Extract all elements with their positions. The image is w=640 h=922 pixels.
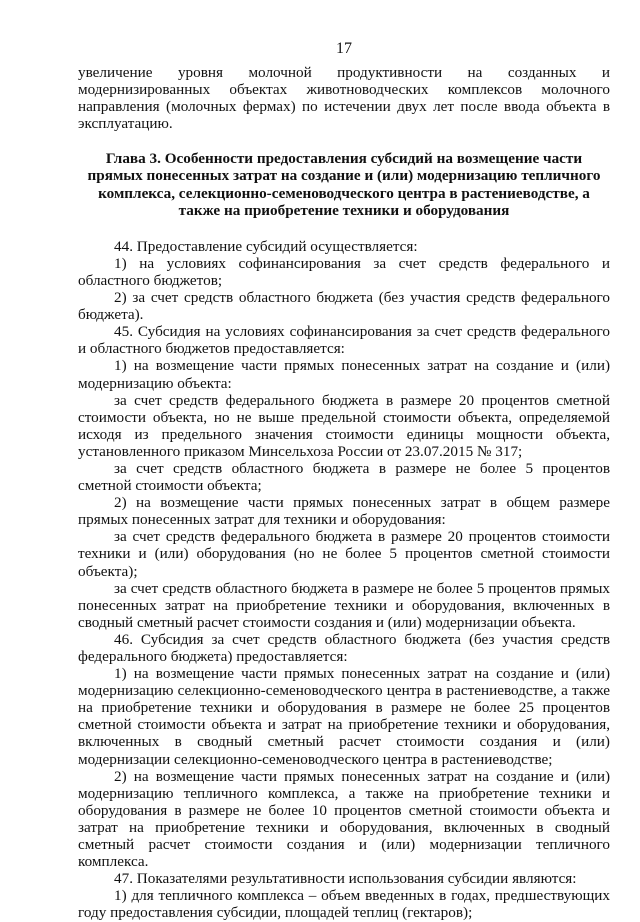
paragraph-45: 45. Субсидия на условиях софинансирования за счет средств федерального и областного бюджетов предоставляется: — [78, 323, 610, 358]
paragraph-45-item-1-federal: за счет средств федерального бюджета в размере 20 процентов сметной стоимости объекта, но не выше предельной стоимости объекта, определяемой исходя из предельного значения стоимости единицы мощности объекта, установленного приказом Минсельхоза России от 23.07.2015 № 317; — [78, 391, 610, 460]
paragraph-47: 47. Показателями результативности использования субсидии являются: — [114, 870, 577, 888]
document-page — [78, 40, 610, 922]
paragraph-45-item-2-federal: за счет средств федерального бюджета в размере 20 процентов стоимости техники и (или) оборудования (но не более 5 процентов сметной стоимости объекта); — [78, 528, 610, 580]
page-number: 17 — [336, 40, 352, 57]
paragraph-45-item-2-regional: за счет средств областного бюджета в размере не более 5 процентов прямых понесенных затрат на приобретение техники и оборудования, включенных в сводный сметный расчет стоимости создания и (или) модернизации объекта. — [78, 579, 610, 631]
chapter-heading: Глава 3. Особенности предоставления субсидий на возмещение части прямых понесенных затрат на создание и (или) модернизацию тепличного комплекса, селекционно-семеноводческого центра в растениеводстве, а также на приобретение техники и оборудования — [87, 150, 601, 219]
paragraph-44: 44. Предоставление субсидий осуществляется: — [114, 237, 418, 255]
paragraph-45-item-1-regional: за счет средств областного бюджета в размере не более 5 процентов сметной стоимости объекта; — [78, 459, 610, 495]
paragraph-46: 46. Субсидия за счет средств областного бюджета (без участия средств федерального бюджета) предоставляется: — [78, 630, 610, 665]
intro-paragraph: увеличение уровня молочной продуктивности на созданных и модернизированных объектах животноводческих комплексов молочного направления (молочных фермах) по истечении двух лет после ввода объекта в эксплуатацию. — [78, 64, 610, 133]
paragraph-44-item-1: 1) на условиях софинансирования за счет средств федерального и областного бюджетов; — [78, 254, 610, 289]
paragraph-46-item-2: 2) на возмещение части прямых понесенных затрат на создание и (или) модернизацию тепличного комплекса, а также на приобретение техники и оборудования в размере не более 10 процентов сметной стоимости объекта и затрат на приобретение техники и оборудования, включенных в сводный сметный расчет стоимости создания и (или) модернизации тепличного комплекса. — [78, 767, 610, 871]
paragraph-46-item-1: 1) на возмещение части прямых понесенных затрат на создание и (или) модернизацию селекционно-семеноводческого центра в растениеводстве, а также на приобретение техники и оборудования в размере не более 25 процентов сметной стоимости объекта и затрат на приобретение техники и оборудования, включенных в сводный сметный расчет стоимости создания и (или) модернизации селекционно-семеноводческого центра в растениеводстве; — [78, 665, 610, 768]
paragraph-45-item-1: 1) на возмещение части прямых понесенных затрат на создание и (или) модернизацию объекта: — [78, 357, 610, 392]
paragraph-44-item-2: 2) за счет средств областного бюджета (без участия средств федерального бюджета). — [78, 289, 610, 324]
paragraph-47-item-1: 1) для тепличного комплекса – объем введенных в годах, предшествующих году предоставления субсидии, площадей теплиц (гектаров); — [78, 887, 610, 922]
paragraph-45-item-2: 2) на возмещение части прямых понесенных затрат в общем размере прямых понесенных затрат для техники и оборудования: — [78, 494, 610, 529]
